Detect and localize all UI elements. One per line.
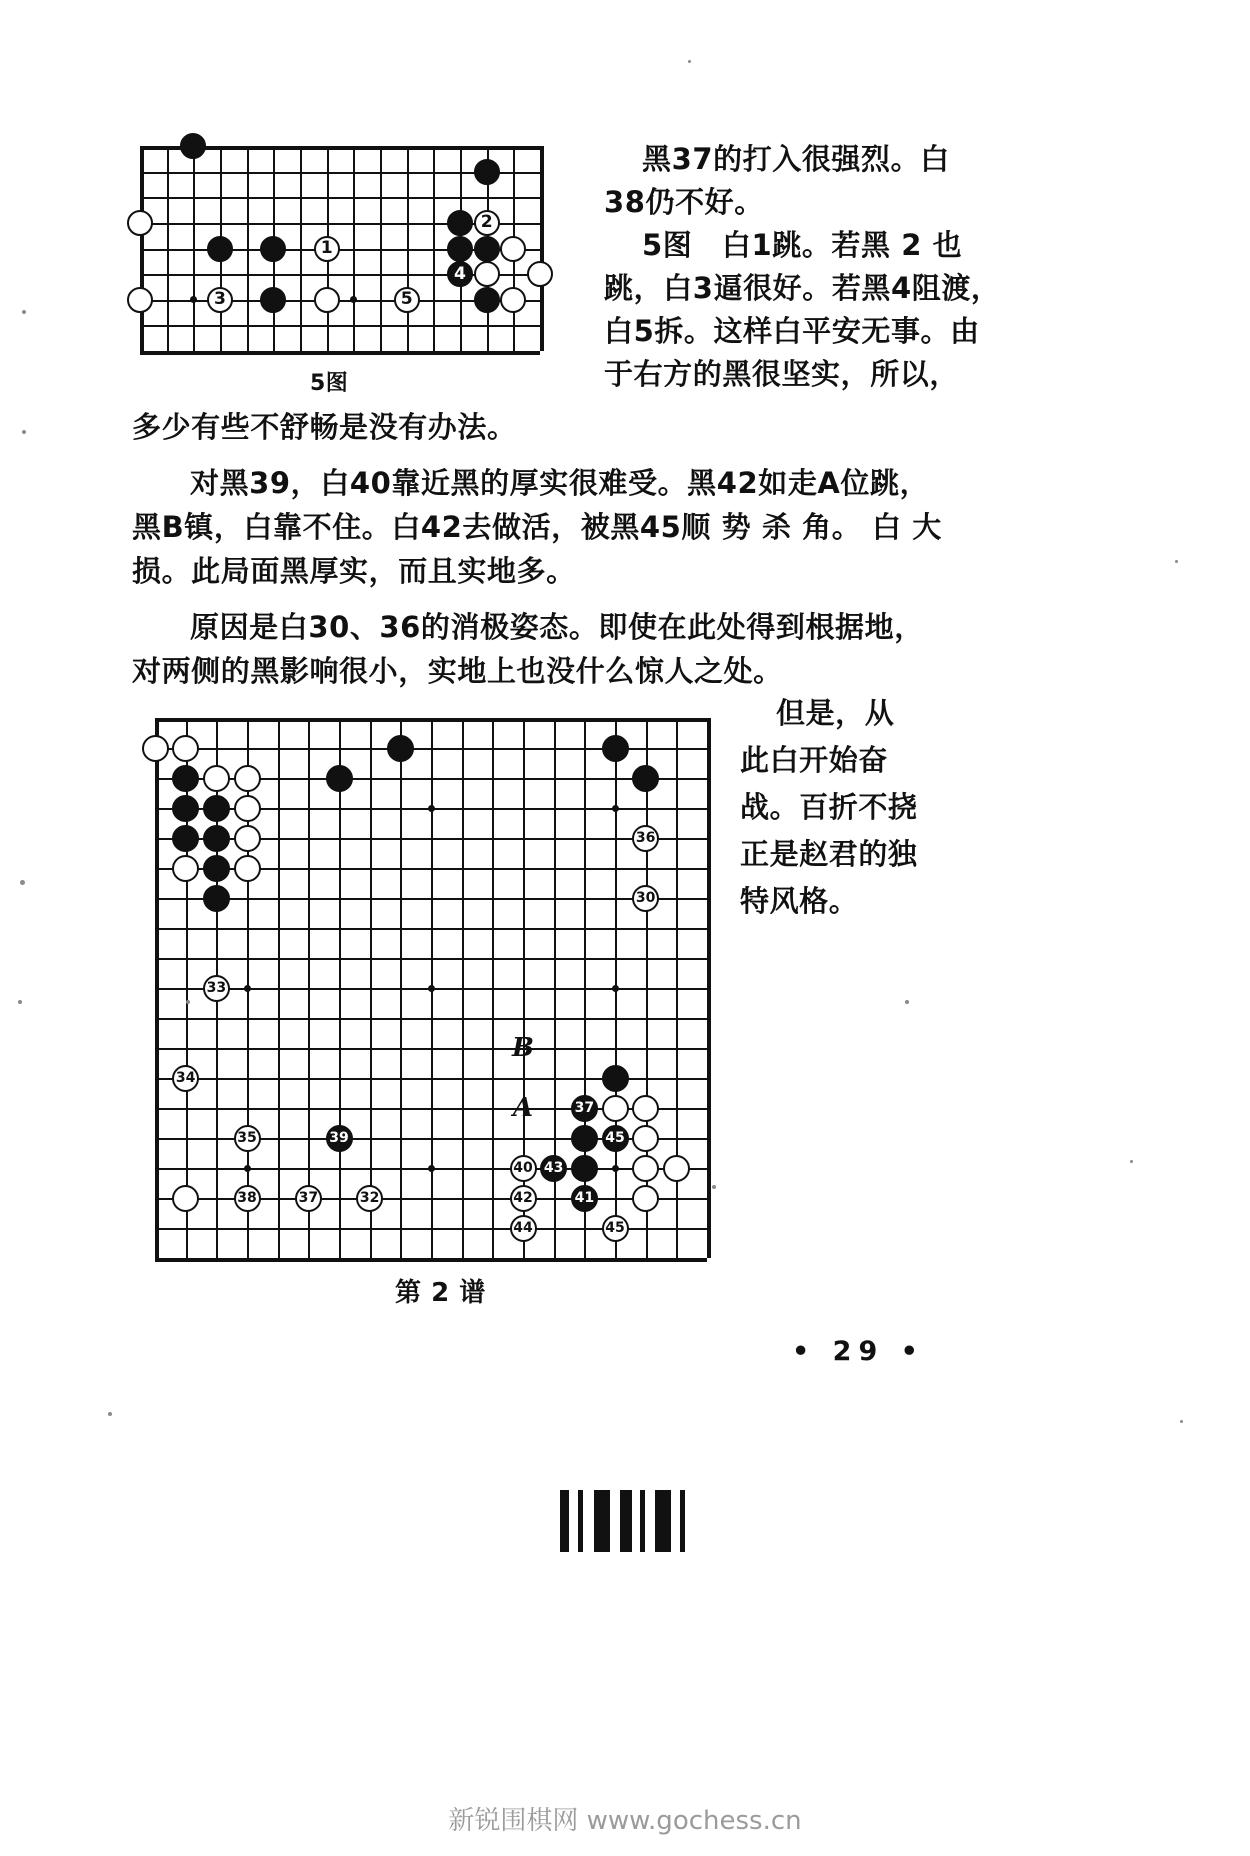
grid-line-vertical <box>492 718 494 1258</box>
scan-speck <box>18 1000 22 1004</box>
grid-line-vertical <box>278 718 280 1258</box>
go-stone-black <box>387 735 414 762</box>
go-stone-black-37: 37 <box>571 1095 598 1122</box>
commentary-column-bottom <box>740 690 935 925</box>
go-stone-white-34: 34 <box>172 1065 199 1092</box>
scan-speck <box>1130 1160 1133 1163</box>
go-stone-black <box>326 765 353 792</box>
grid-line-vertical <box>353 146 355 351</box>
go-stone-white <box>203 765 230 792</box>
go-stone-black <box>172 795 199 822</box>
go-stone-black <box>203 855 230 882</box>
grid-line-vertical <box>193 146 195 351</box>
go-stone-black <box>571 1155 598 1182</box>
scan-speck <box>22 430 26 434</box>
star-point <box>190 296 197 303</box>
star-point <box>612 985 619 992</box>
grid-line-vertical <box>339 718 341 1258</box>
go-stone-white <box>632 1095 659 1122</box>
star-point <box>612 805 619 812</box>
go-stone-white <box>632 1125 659 1152</box>
scan-speck <box>186 1000 190 1004</box>
scan-speck <box>1180 1420 1183 1423</box>
scan-speck <box>108 1412 112 1416</box>
grid-line-vertical <box>462 718 464 1258</box>
go-stone-white <box>632 1185 659 1212</box>
commentary-line: 黑37的打入很强烈。白 <box>642 142 950 176</box>
go-stone-black <box>203 795 230 822</box>
go-stone-white-37: 37 <box>295 1185 322 1212</box>
go-stone-white-45: 45 <box>602 1215 629 1242</box>
grid-line-vertical <box>155 718 159 1258</box>
body-text <box>132 405 942 693</box>
go-stone-black-43: 43 <box>540 1155 567 1182</box>
go-stone-black <box>474 159 500 185</box>
star-point <box>244 1165 251 1172</box>
scan-speck <box>688 60 691 63</box>
grid-line-vertical <box>308 718 310 1258</box>
commentary-line: 正是赵君的独 <box>740 837 918 871</box>
body-line: 对黑39，白40靠近黑的厚实很难受。黑42如走A位跳， <box>190 466 930 500</box>
go-stone-white <box>663 1155 690 1182</box>
grid-line-vertical <box>707 718 711 1258</box>
scan-speck <box>1175 560 1178 563</box>
body-line: 多少有些不舒畅是没有办法。 <box>132 410 517 444</box>
board-marker-a: A <box>512 1093 534 1123</box>
scan-speck <box>712 1185 716 1189</box>
grid-line-vertical <box>167 146 169 351</box>
star-point <box>428 805 435 812</box>
go-stone-white <box>234 795 261 822</box>
board-marker-b: B <box>512 1033 534 1063</box>
star-point <box>612 1165 619 1172</box>
go-stone-white <box>172 1185 199 1212</box>
grid-line-vertical <box>380 146 382 351</box>
go-stone-black <box>602 735 629 762</box>
grid-line-horizontal <box>140 325 540 327</box>
go-stone-black <box>474 236 500 262</box>
go-stone-black <box>203 885 230 912</box>
star-point <box>350 296 357 303</box>
barcode-mark <box>560 1490 690 1552</box>
commentary-line: 战。百折不挠 <box>740 790 918 824</box>
scan-speck <box>20 880 25 885</box>
scan-speck <box>905 1000 909 1004</box>
go-stone-black <box>602 1065 629 1092</box>
go-diagram-figure-5 <box>140 146 540 351</box>
grid-line-vertical <box>407 146 409 351</box>
go-stone-white <box>500 287 526 313</box>
star-point <box>428 985 435 992</box>
commentary-line: 于右方的黑很坚实，所以， <box>604 357 959 391</box>
go-stone-black-45: 45 <box>602 1125 629 1152</box>
go-stone-white-40: 40 <box>510 1155 537 1182</box>
site-watermark: 新锐围棋网 www.gochess.cn <box>448 1806 802 1836</box>
go-stone-white-36: 36 <box>632 825 659 852</box>
go-stone-white <box>172 855 199 882</box>
go-stone-black <box>180 133 206 159</box>
go-stone-white-32: 32 <box>356 1185 383 1212</box>
body-line: 黑B镇，白靠不住。白42去做活，被黑45顺 势 杀 角。 白 大 <box>132 510 942 544</box>
grid-line-horizontal <box>140 351 540 355</box>
go-stone-black-39: 39 <box>326 1125 353 1152</box>
go-stone-white <box>500 236 526 262</box>
grid-line-vertical <box>540 146 544 351</box>
go-stone-white-30: 30 <box>632 885 659 912</box>
go-stone-white-5: 5 <box>394 287 420 313</box>
go-stone-white <box>234 765 261 792</box>
go-stone-white-2: 2 <box>474 210 500 236</box>
go-stone-black <box>632 765 659 792</box>
go-stone-white <box>172 735 199 762</box>
go-stone-white <box>314 287 340 313</box>
go-stone-black <box>447 236 473 262</box>
go-stone-white-3: 3 <box>207 287 233 313</box>
go-stone-black <box>474 287 500 313</box>
go-stone-white-1: 1 <box>314 236 340 262</box>
scan-speck <box>22 310 26 314</box>
grid-line-horizontal <box>155 1258 707 1262</box>
go-stone-white-42: 42 <box>510 1185 537 1212</box>
commentary-line: 此白开始奋 <box>740 743 888 777</box>
go-stone-white <box>474 261 500 287</box>
go-stone-black <box>260 236 286 262</box>
go-stone-white <box>234 855 261 882</box>
star-point <box>244 985 251 992</box>
page-number: • 29 • <box>792 1336 925 1367</box>
commentary-line: 38仍不好。 <box>604 185 764 219</box>
commentary-column-top <box>604 138 1001 396</box>
star-point <box>428 1165 435 1172</box>
grid-line-vertical <box>300 146 302 351</box>
go-stone-black <box>207 236 233 262</box>
go-stone-black-4: 4 <box>447 261 473 287</box>
go-diagram-figure-2 <box>155 718 707 1258</box>
go-stone-white <box>142 735 169 762</box>
commentary-line: 跳，白3逼很好。若黑4阻渡， <box>604 271 1001 305</box>
go-stone-black-41: 41 <box>571 1185 598 1212</box>
go-stone-white <box>632 1155 659 1182</box>
figure-2-caption: 第 2 谱 <box>395 1278 486 1308</box>
commentary-line: 特风格。 <box>740 884 859 918</box>
commentary-line: 白5拆。这样白平安无事。由 <box>604 314 980 348</box>
go-stone-black <box>172 765 199 792</box>
go-stone-white-44: 44 <box>510 1215 537 1242</box>
go-stone-black <box>447 210 473 236</box>
go-stone-white-38: 38 <box>234 1185 261 1212</box>
grid-line-vertical <box>247 146 249 351</box>
go-stone-white <box>127 287 153 313</box>
body-line: 对两侧的黑影响很小，实地上也没什么惊人之处。 <box>132 654 783 688</box>
grid-line-vertical <box>433 146 435 351</box>
grid-line-horizontal <box>140 197 540 199</box>
grid-line-vertical <box>400 718 402 1258</box>
grid-line-vertical <box>370 718 372 1258</box>
go-stone-black <box>172 825 199 852</box>
body-line: 原因是白30、36的消极姿态。即使在此处得到根据地， <box>190 610 924 644</box>
go-stone-white <box>602 1095 629 1122</box>
commentary-line: 但是，从 <box>776 696 895 730</box>
figure-5-caption: 5图 <box>310 371 349 396</box>
go-stone-white <box>527 261 553 287</box>
go-stone-white-35: 35 <box>234 1125 261 1152</box>
go-stone-white <box>234 825 261 852</box>
commentary-line: 5图 白1跳。若黑 2 也 <box>642 228 963 262</box>
body-line: 损。此局面黑厚实，而且实地多。 <box>132 554 576 588</box>
go-stone-black <box>571 1125 598 1152</box>
go-stone-black <box>203 825 230 852</box>
go-stone-white-33: 33 <box>203 975 230 1002</box>
go-stone-black <box>260 287 286 313</box>
go-stone-white <box>127 210 153 236</box>
grid-line-vertical <box>140 146 144 351</box>
